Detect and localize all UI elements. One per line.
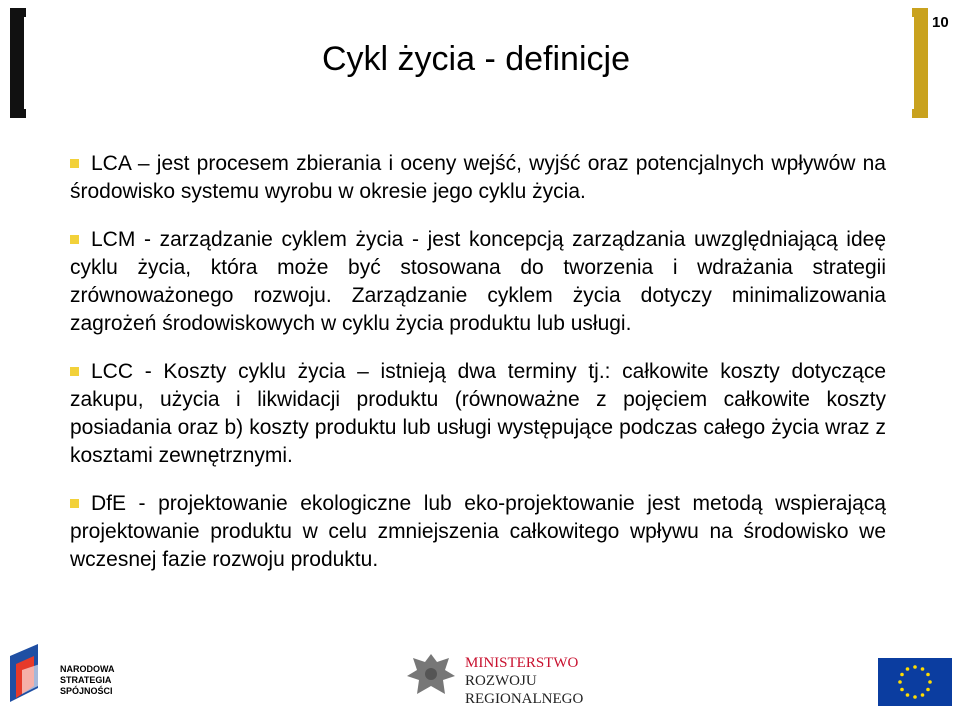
square-bullet-icon xyxy=(70,235,79,244)
bullet-text: LCA – jest procesem zbierania i oceny wejść, wyjść oraz potencjalnych wpływów na środowisko systemu wyrobu w okresie jego cyklu życia. xyxy=(70,152,886,203)
bullet-text: LCC - Koszty cyklu życia – istnieją dwa terminy tj.: całkowite koszty dotyczące zakupu, użycia i likwidacji produktu (równoważne z pojęciem całkowite koszty posiadania oraz b) koszty produktu lub usługi występujące podczas całego życia wraz z kosztami zewnętrznymi. xyxy=(70,360,886,467)
square-bullet-icon xyxy=(70,499,79,508)
eagle-emblem-icon xyxy=(403,648,459,706)
bullet-lcc xyxy=(70,358,886,470)
ministry-logo xyxy=(403,648,603,708)
bullet-lcm xyxy=(70,226,886,338)
bullet-lca xyxy=(70,150,886,206)
eu-star-icon xyxy=(913,665,917,669)
right-bracket-decoration xyxy=(912,8,928,118)
eu-star-icon xyxy=(928,680,932,684)
eu-stars-icon xyxy=(878,658,952,706)
bullet-text: LCM - zarządzanie cyklem życia - jest koncepcją zarządzania uwzględniającą ideę cyklu życia, która może być stosowana do tworzenia i wdrażania strategii zrównoważonego rozwoju. Zarządzanie cyklem życia dotyczy minimalizowania zagrożeń środowiskowych w cyklu życia produktu lub usługi. xyxy=(70,228,886,335)
eu-star-icon xyxy=(906,693,910,697)
left-bracket-decoration xyxy=(10,8,26,118)
eu-star-icon xyxy=(913,695,917,699)
eu-star-icon xyxy=(906,667,910,671)
ministry-name: MINISTERSTWO ROZWOJU REGIONALNEGO xyxy=(465,655,584,707)
eu-star-icon xyxy=(926,688,930,692)
slide-number: 10 xyxy=(932,14,949,31)
square-bullet-icon xyxy=(70,159,79,168)
cohesion-logo-icon xyxy=(8,642,54,704)
eu-flag xyxy=(878,658,952,706)
bullet-list xyxy=(70,150,886,574)
eu-star-icon xyxy=(926,673,930,677)
bullet-text: DfE - projektowanie ekologiczne lub eko-projektowanie jest metodą wspierającą projektowanie produktu w celu zmniejszenia całkowitego wpływu na środowisko we wczesnej fazie rozwoju produktu. xyxy=(70,492,886,571)
slide-title: Cykl życia - definicje xyxy=(322,40,630,78)
eu-star-icon xyxy=(900,688,904,692)
cohesion-logo-text: NARODOWA STRATEGIA SPÓJNOŚCI xyxy=(60,664,115,696)
national-cohesion-strategy-logo xyxy=(8,642,158,708)
eu-star-icon xyxy=(898,680,902,684)
eu-star-icon xyxy=(921,667,925,671)
bullet-dfe xyxy=(70,490,886,574)
square-bullet-icon xyxy=(70,367,79,376)
eu-star-icon xyxy=(921,693,925,697)
eu-star-icon xyxy=(900,673,904,677)
